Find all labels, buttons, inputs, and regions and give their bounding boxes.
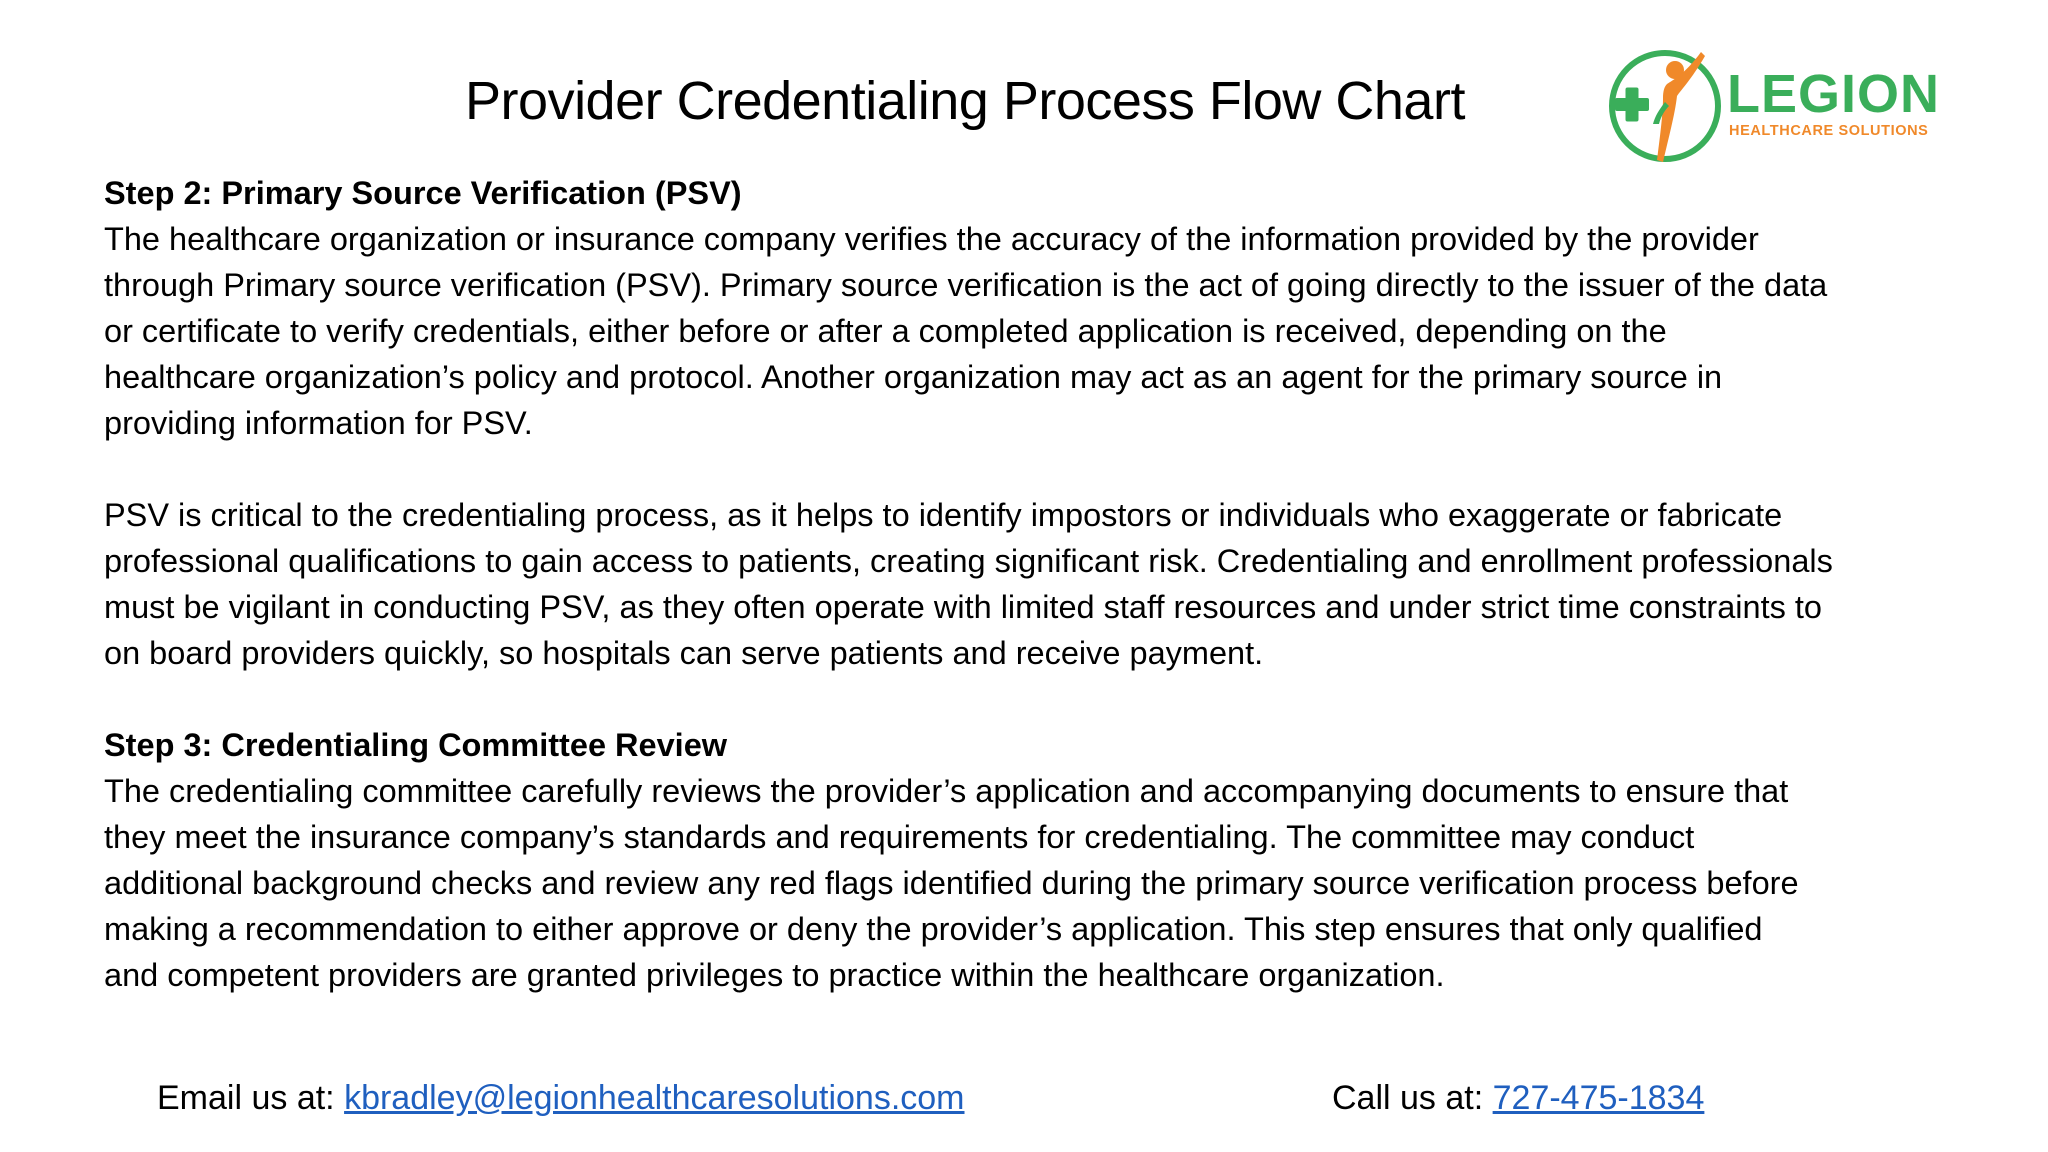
step2-heading: Step 2: Primary Source Verification (PSV) [104,175,742,211]
phone-link[interactable]: 727-475-1834 [1492,1079,1705,1117]
email-label: Email us at: [157,1079,345,1117]
spacer [104,446,2004,492]
company-logo [1605,42,1975,167]
footer-email [157,1075,965,1121]
text-line: healthcare organization’s policy and protocol. Another organization may act as an agent for the primary source in [104,359,1723,395]
text-line: providing information for PSV. [104,405,533,441]
phone-label: Call us at: [1332,1079,1493,1117]
page-title: Provider Credentialing Process Flow Chart [465,71,1465,131]
main-content [104,170,2004,998]
logo-tagline: HEALTHCARE SOLUTIONS [1729,123,1929,139]
text-line: or certificate to verify credentials, either before or after a completed application is received, depending on the [104,313,1667,349]
step2-paragraph-2 [104,492,2004,676]
text-line: PSV is critical to the credentialing process, as it helps to identify impostors or individuals who exaggerate or fabricate [104,497,1783,533]
cross-runner-logo-icon [1605,44,1729,168]
footer-phone [1332,1075,1704,1121]
text-line: The credentialing committee carefully reviews the provider’s application and accompanying documents to ensure that [104,773,1789,809]
step3-paragraph [104,768,2004,998]
text-line: making a recommendation to either approve or deny the provider’s application. This step ensures that only qualified [104,911,1763,947]
text-line: additional background checks and review any red flags identified during the primary source verification process before [104,865,1799,901]
logo-wordmark: LEGION [1727,64,1941,124]
text-line: must be vigilant in conducting PSV, as they often operate with limited staff resources and under strict time constraints to [104,589,1822,625]
email-link[interactable]: kbradley@legionhealthcaresolutions.com [344,1079,965,1117]
text-line: and competent providers are granted privileges to practice within the healthcare organization. [104,957,1445,993]
text-line: on board providers quickly, so hospitals can serve patients and receive payment. [104,635,1264,671]
text-line: they meet the insurance company’s standards and requirements for credentialing. The committee may conduct [104,819,1695,855]
step2-paragraph-1 [104,216,2004,446]
spacer [104,676,2004,722]
step3-heading: Step 3: Credentialing Committee Review [104,727,728,763]
text-line: professional qualifications to gain access to patients, creating significant risk. Credentialing and enrollment professionals [104,543,1833,579]
text-line: The healthcare organization or insurance company verifies the accuracy of the information provided by the provider [104,221,1759,257]
text-line: through Primary source verification (PSV). Primary source verification is the act of going directly to the issuer of the data [104,267,1828,303]
